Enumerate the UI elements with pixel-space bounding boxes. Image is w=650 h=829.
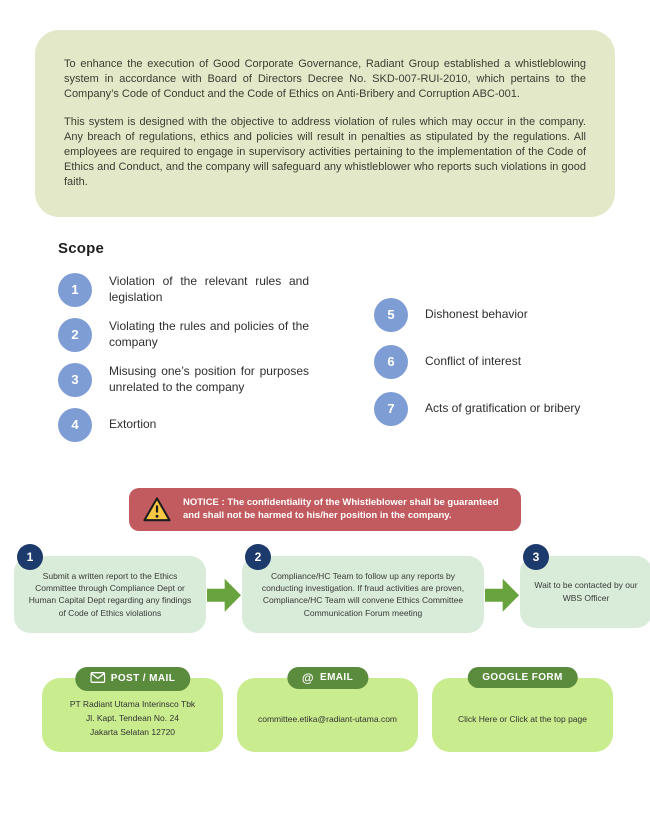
- scope-section: [58, 273, 650, 442]
- number-badge: 6: [374, 345, 408, 379]
- scope-item-7: [374, 392, 604, 426]
- address-line: Jakarta Selatan 12720: [89, 726, 176, 737]
- number-badge: 4: [58, 408, 92, 442]
- notice-banner: [129, 488, 521, 531]
- address-line: Jl. Kapt. Tendean No. 24: [86, 713, 179, 724]
- process-step-2: [242, 544, 484, 633]
- email-card: [237, 678, 418, 752]
- scope-item-label: Violation of the relevant rules and legislation: [109, 273, 309, 304]
- step-text: Compliance/HC Team to follow up any reports by conducting investigation. If fraud activities are proven, Compliance/HC Team will convene Ethics Committee Communication Forum meeting: [261, 570, 465, 618]
- contact-channels: [42, 667, 613, 752]
- intro-paragraph-2: This system is designed with the objective to address violation of rules which may occur in the company. Any breach of regulations, ethics and policies will result in penalties as stipulated by the regulations. All employees are required to engage in supervisory activities pertaining to the implementation of the Code of Ethics and Conduct, and the company will safeguard any whistleblower who reports such violations in good faith.: [64, 115, 586, 188]
- scope-item-label: Extortion: [109, 416, 157, 431]
- step-card: [242, 556, 484, 633]
- email-pill: [287, 667, 368, 689]
- scope-item-2: [58, 318, 358, 352]
- warning-icon: [142, 496, 172, 523]
- notice-text: NOTICE : The confidentiality of the Whistleblower shall be guaranteed and shall not be harmed to his/her position in the company.: [183, 496, 499, 522]
- scope-item-label: Misusing one’s position for purposes unrelated to the company: [109, 363, 309, 394]
- number-badge: 2: [58, 318, 92, 352]
- process-flow: [14, 544, 642, 633]
- number-badge: 3: [58, 363, 92, 397]
- step-card: [14, 556, 206, 633]
- scope-item-3: [58, 363, 358, 397]
- scope-item-6: [374, 345, 604, 379]
- google-form-link[interactable]: Click Here or Click at the top page: [458, 713, 587, 724]
- scope-item-4: [58, 408, 358, 442]
- at-icon: @: [301, 670, 314, 685]
- scope-item-label: Conflict of interest: [425, 353, 522, 368]
- google-form-pill: [467, 667, 578, 688]
- number-badge: 7: [374, 392, 408, 426]
- step-text: Submit a written report to the Ethics Committee through Compliance Dept or Human Capital Dept regarding any findings of Code of Ethics violations: [28, 570, 192, 618]
- email-label: EMAIL: [320, 672, 354, 684]
- step-number-badge: 3: [523, 544, 549, 570]
- post-mail-label: POST / MAIL: [110, 673, 176, 685]
- email-address[interactable]: committee.etika@radiant-utama.com: [257, 713, 397, 724]
- scope-left-column: [58, 273, 358, 442]
- contact-google-form: [432, 667, 613, 752]
- contact-post-mail: [42, 667, 223, 752]
- arrow-right-icon: [485, 577, 519, 613]
- arrow-right-icon: [207, 577, 241, 613]
- step-number-badge: 2: [245, 544, 271, 570]
- process-step-1: [14, 544, 206, 633]
- scope-item-label: Dishonest behavior: [425, 306, 528, 321]
- contact-email: [237, 667, 418, 752]
- step-number-badge: 1: [17, 544, 43, 570]
- intro-paragraph-1: To enhance the execution of Good Corporate Governance, Radiant Group established a whistleblowing system in accordance with Board of Directors Decree No. SKD-007-RUI-2010, which pertains to the Company’s Code of Conduct and the Code of Ethics on Anti-Bribery and Corruption ABC-001.: [64, 58, 586, 100]
- scope-item-1: [58, 273, 358, 307]
- step-text: Wait to be contacted by our WBS Officer: [534, 580, 638, 603]
- scope-right-column: [374, 298, 604, 442]
- number-badge: 5: [374, 298, 408, 332]
- scope-item-5: [374, 298, 604, 332]
- google-form-label: GOOGLE FORM: [482, 671, 563, 683]
- scope-item-label: Violating the rules and policies of the company: [109, 318, 309, 349]
- scope-heading: Scope: [58, 239, 105, 257]
- envelope-icon: [90, 672, 105, 686]
- intro-card: [35, 30, 615, 217]
- number-badge: 1: [58, 273, 92, 307]
- process-step-3: [520, 544, 650, 633]
- scope-item-label: Acts of gratification or bribery: [425, 400, 581, 415]
- post-mail-pill: [75, 667, 190, 691]
- address-line: PT Radiant Utama Interinsco Tbk: [69, 699, 196, 710]
- google-form-card: [432, 678, 613, 752]
